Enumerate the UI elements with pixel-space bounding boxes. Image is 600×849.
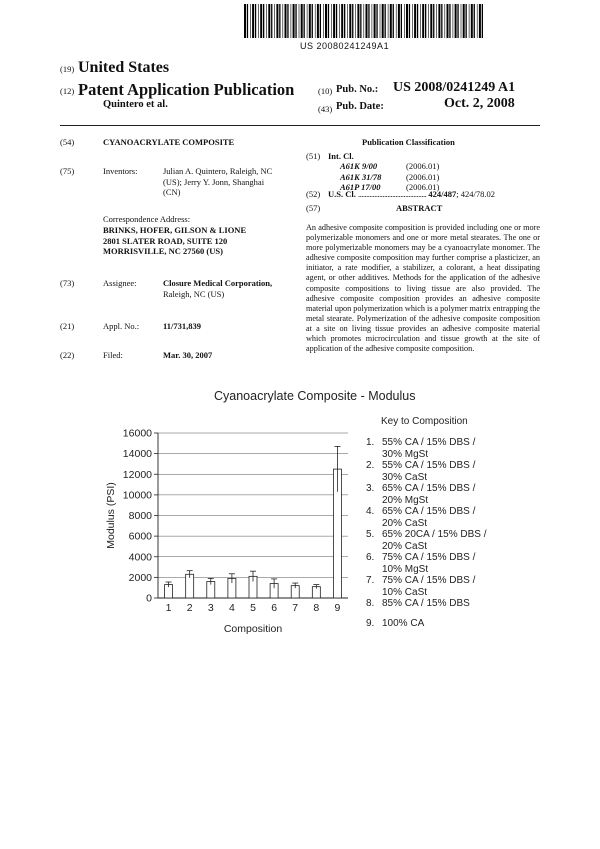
pub-class-heading: Publication Classification (362, 137, 455, 147)
x-tick-label: 5 (250, 602, 256, 614)
y-tick-label: 4000 (128, 551, 152, 564)
assignee-code: (73) (60, 278, 75, 288)
key-item-number: 8. (366, 598, 375, 609)
abstract-text: An adhesive composite composition is provided including one or more polymerizable monomers and one or more metal stearates. The one or more polymerizable monomers may be a cyanoacrylate monomer. The adhesive composite composition may further comprise a plasticizer, an initiator, a rate modifier, a stabilizer, a colorant, a heat dissipating agent, or other additives. Methods for the application of the adhesive composite compositions to living tissue are also provided. The adhesive composite composition provides an adhesive composite material upon polymerization which is a polymer matrix entrapping the metal stearate. Polymerization of the adhesive composite composition at a site on living tissue provides an adhesive composite material which promotes microcirculation and tissue growth at the site of application of the adhesive composite composition. (306, 223, 540, 354)
key-item-number: 2. (366, 460, 375, 471)
key-item-number: 9. (366, 617, 375, 629)
filed-date: Mar. 30, 2007 (163, 350, 213, 360)
y-tick-label: 10000 (122, 489, 152, 502)
abstract-heading: ABSTRACT (396, 203, 443, 213)
appl-code: (21) (60, 321, 75, 331)
correspondence-address: BRINKS, HOFER, GILSON & LIONE 2801 SLATER ROAD, SUITE 120 MORRISVILLE, NC 27560 (US) (103, 225, 247, 256)
key-item-number: 1. (366, 437, 375, 448)
x-tick-label: 1 (165, 602, 172, 614)
key-item (366, 529, 516, 552)
key-item-text: 75% CA / 15% DBS / 10% MgSt (382, 552, 476, 575)
x-tick-label: 3 (207, 602, 214, 614)
chart-title: Cyanoacrylate Composite - Modulus (214, 389, 416, 403)
pub-no-label: Pub. No.: (336, 84, 379, 95)
key-item-number: 3. (366, 483, 375, 494)
pub-no: US 2008/0241249 A1 (393, 80, 516, 95)
key-item-text: 55% CA / 15% DBS / 30% MgSt (382, 437, 476, 460)
key-item-number: 5. (366, 529, 375, 540)
intcl-list: A61K 9/00 (2006.01) A61K 31/78 (2006.01) A61P 17/00 (2006.01) (340, 161, 440, 192)
inventors-code: (75) (60, 166, 75, 176)
key-item-number: 7. (366, 575, 375, 586)
intcl-label: Int. Cl. (328, 151, 354, 161)
inventors-label: Inventors: (103, 166, 138, 176)
x-tick-label: 4 (228, 602, 235, 614)
key-item-number: 6. (366, 552, 375, 563)
country-code: (19) (60, 64, 75, 74)
y-tick-label: 16000 (122, 427, 152, 440)
y-tick-label: 6000 (128, 530, 152, 543)
barcode-number: US 20080241249A1 (300, 41, 390, 51)
key-item (366, 506, 516, 529)
pub-type: Patent Application Publication (78, 80, 295, 99)
key-heading: Key to Composition (381, 416, 468, 427)
assignee-label: Assignee: (103, 278, 137, 288)
pub-date-code: (43) (318, 104, 333, 114)
key-item-text: 65% 20CA / 15% DBS / 20% CaSt (382, 529, 487, 552)
x-tick-label: 6 (271, 602, 278, 614)
title: CYANOACRYLATE COMPOSITE (103, 137, 235, 147)
filed-code: (22) (60, 350, 75, 360)
pub-type-code: (12) (60, 86, 75, 96)
abstract-code: (57) (306, 203, 321, 213)
key-item (366, 575, 516, 598)
appl-label: Appl. No.: (103, 321, 140, 331)
key-list (366, 437, 516, 637)
appl-no: 11/731,839 (163, 321, 202, 331)
pub-no-code: (10) (318, 86, 333, 96)
title-code: (54) (60, 137, 75, 147)
x-tick-label: 9 (334, 602, 341, 614)
key-item (366, 437, 516, 460)
key-item (366, 552, 516, 575)
intcl-code: (51) (306, 151, 321, 161)
pub-date-label: Pub. Date: (336, 101, 384, 112)
filed-label: Filed: (103, 350, 123, 360)
y-tick-label: 12000 (122, 468, 152, 481)
uscl: U.S. Cl. .......................................... 424/487; 424/78.02 (328, 189, 495, 199)
x-axis-label: Composition (223, 623, 283, 635)
country: United States (78, 59, 170, 76)
y-tick-label: 0 (146, 592, 152, 605)
uscl-code: (52) (306, 189, 321, 199)
key-item-text: 55% CA / 15% DBS / 30% CaSt (382, 460, 476, 483)
x-tick-label: 7 (292, 602, 299, 614)
correspondence-label: Correspondence Address: (103, 214, 191, 224)
key-item (366, 483, 516, 506)
inventors: Julian A. Quintero, Raleigh, NC (US); Jerry Y. Jonn, Shanghai (CN) (163, 166, 273, 197)
key-item-text: 65% CA / 15% DBS / 20% CaSt (382, 506, 476, 529)
y-tick-label: 14000 (122, 448, 152, 461)
key-item (366, 618, 516, 630)
key-item (366, 460, 516, 483)
key-item-text: 75% CA / 15% DBS / 10% CaSt (382, 575, 476, 598)
x-tick-label: 2 (186, 602, 193, 614)
y-tick-label: 2000 (128, 571, 152, 584)
x-tick-label: 8 (313, 602, 320, 614)
assignee: Closure Medical Corporation, Raleigh, NC (US) (163, 278, 273, 299)
y-axis-label: Modulus (PSI) (105, 482, 117, 549)
key-item-text: 85% CA / 15% DBS (382, 598, 470, 609)
key-item-text: 100% CA (382, 617, 425, 629)
key-item-number: 4. (366, 506, 375, 517)
barcode (244, 4, 484, 38)
key-item (366, 598, 516, 610)
inventor-short: Quintero et al. (103, 99, 168, 110)
pub-date: Oct. 2, 2008 (444, 96, 515, 111)
key-item-text: 65% CA / 15% DBS / 20% MgSt (382, 483, 476, 506)
y-tick-label: 8000 (128, 510, 152, 522)
modulus-chart (100, 410, 360, 650)
header-rule (60, 125, 540, 126)
